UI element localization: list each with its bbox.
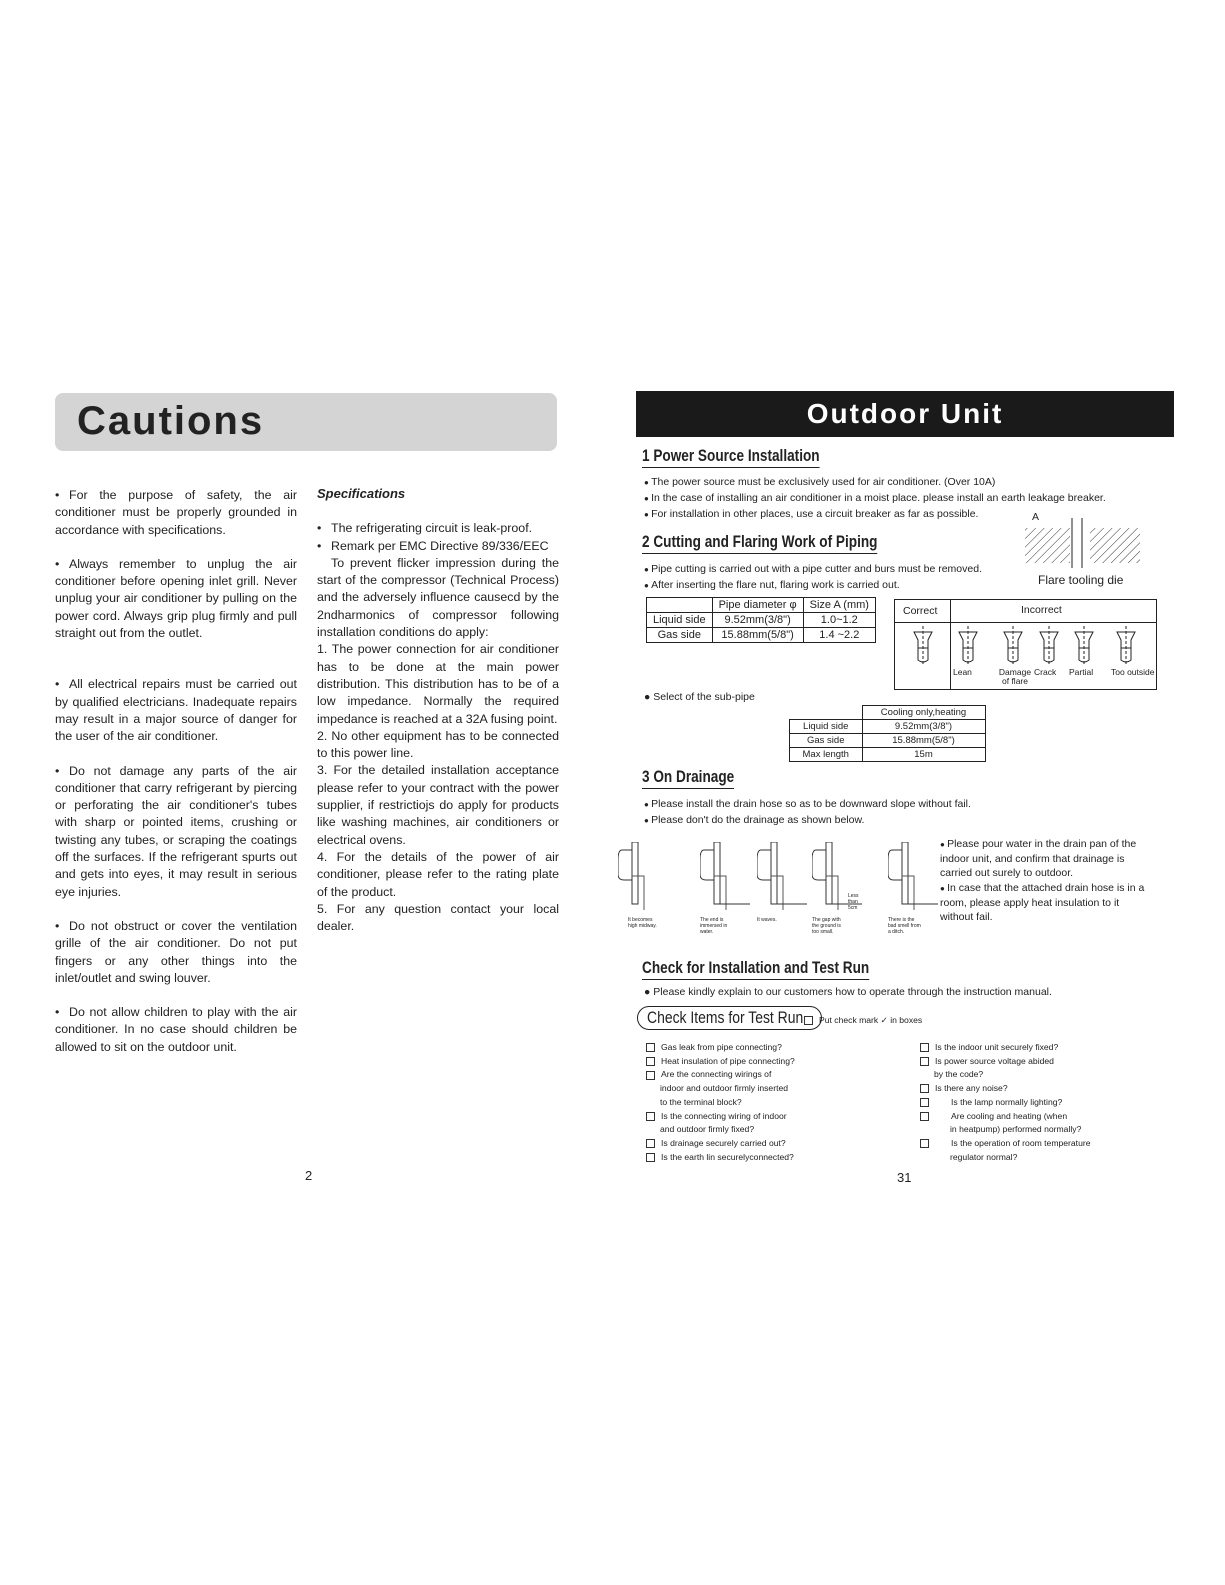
flare-label: Damage of flare bbox=[998, 667, 1032, 686]
check-item-continued bbox=[646, 1096, 886, 1110]
check-text: Is the lamp normally lighting? bbox=[951, 1096, 1063, 1107]
bullet-icon: ● bbox=[644, 478, 652, 487]
list-item bbox=[644, 475, 1164, 490]
check-item-continued bbox=[920, 1068, 1160, 1082]
table-cell: Liquid side bbox=[647, 613, 713, 628]
checkbox[interactable] bbox=[920, 1112, 929, 1121]
caution-text: Do not allow children to play with the air conditioner. In no case should children be allowed to sit on the outdoor unit. bbox=[55, 1005, 297, 1054]
check-item bbox=[920, 1041, 1160, 1055]
table-cell: Liquid side bbox=[790, 720, 863, 734]
drain-hose-icon bbox=[700, 842, 760, 912]
spec-paragraph: 1. The power connection for air conditioner has to be done at the main power distribution. This distribution has to be of a low impedance. Normally the required impedance is reached at a 32A fusing point. bbox=[317, 642, 559, 726]
list-item bbox=[644, 813, 1144, 828]
check-text: to the terminal block? bbox=[660, 1096, 742, 1107]
drain-caption: It waves. bbox=[757, 917, 777, 923]
bullet-icon: • bbox=[55, 1005, 60, 1020]
checkbox[interactable] bbox=[920, 1084, 929, 1093]
flare-die-icon bbox=[1020, 518, 1145, 568]
drain-caption: There is the bad smell from a ditch. bbox=[888, 917, 921, 935]
table-cell: 15.88mm(5/8") bbox=[712, 628, 803, 643]
check-item bbox=[920, 1055, 1160, 1069]
flare-label: Crack bbox=[1034, 667, 1057, 677]
bullet-icon: • bbox=[55, 677, 60, 692]
list-item bbox=[644, 562, 1024, 577]
drain-caption: The gap with the ground is too small. bbox=[812, 917, 841, 935]
table-cell: 1.0~1.2 bbox=[803, 613, 875, 628]
table-cell: 9.52mm(3/8") bbox=[712, 613, 803, 628]
subpipe-table bbox=[789, 705, 986, 762]
drainage-list bbox=[644, 797, 1144, 829]
check-item bbox=[920, 1082, 1160, 1096]
check-text: Is the operation of room temperature bbox=[951, 1137, 1091, 1148]
flare-incorrect-icon bbox=[1002, 626, 1024, 671]
check-text: Is the connecting wiring of indoor bbox=[661, 1110, 787, 1121]
header-cell: Pipe diameter φ bbox=[712, 598, 803, 613]
check-item-continued bbox=[646, 1082, 886, 1096]
bullet-icon: • bbox=[55, 763, 60, 778]
header-cell: Size A (mm) bbox=[803, 598, 875, 613]
label-a: A bbox=[1032, 511, 1040, 523]
check-text: Is the earth lin securelyconnected? bbox=[661, 1151, 794, 1162]
specs-title: Specifications bbox=[317, 486, 406, 501]
correct-label: Correct bbox=[903, 605, 938, 617]
check-text: Are cooling and heating (when bbox=[951, 1110, 1068, 1121]
flare-correct-icon bbox=[912, 626, 934, 671]
check-items-title: Check Items for Test Run bbox=[647, 1008, 804, 1027]
spec-bullet-text: The refrigerating circuit is leak-proof. bbox=[331, 521, 533, 536]
bullet-icon: ● bbox=[644, 510, 652, 519]
flaring-list bbox=[644, 562, 1024, 594]
check-items-badge bbox=[637, 1006, 822, 1030]
table-cell: 15.88mm(5/8") bbox=[862, 734, 985, 748]
caution-item bbox=[55, 763, 297, 901]
list-text: The power source must be exclusively used for air conditioner. (Over 10A) bbox=[651, 476, 996, 488]
flare-check-table bbox=[894, 599, 1157, 690]
checkbox[interactable] bbox=[920, 1057, 929, 1066]
bullet-icon: • bbox=[317, 521, 322, 536]
drain-hose-icon bbox=[757, 842, 817, 912]
outdoor-banner: Outdoor Unit bbox=[636, 391, 1174, 437]
flare-label: Partial bbox=[1069, 667, 1094, 677]
list-text: After inserting the flare nut, flaring work is carried out. bbox=[651, 579, 900, 591]
list-item bbox=[940, 837, 1150, 880]
check-text: Gas leak from pipe connecting? bbox=[661, 1042, 782, 1052]
checkbox[interactable] bbox=[646, 1057, 655, 1066]
table-cell: 9.52mm(3/8") bbox=[862, 720, 985, 734]
check-item-continued bbox=[646, 1123, 886, 1137]
page-number-right: 31 bbox=[897, 1170, 912, 1185]
check-item-continued bbox=[920, 1123, 1160, 1137]
table-header-row bbox=[647, 598, 876, 613]
checkbox[interactable] bbox=[920, 1098, 929, 1107]
flare-incorrect-icon bbox=[957, 626, 979, 671]
caution-item bbox=[55, 918, 297, 987]
check-item bbox=[646, 1110, 886, 1124]
subpipe-text: Select of the sub-pipe bbox=[653, 691, 755, 703]
caution-text: All electrical repairs must be carried out by qualified electricians. Inadequate repairs may result in a major source of danger for the user of the air conditioner. bbox=[55, 677, 297, 744]
checks-left bbox=[646, 1041, 886, 1164]
list-text: Please install the drain hose so as to be downward slope without fail. bbox=[651, 798, 971, 810]
check-text: Heat insulation of pipe connecting? bbox=[661, 1055, 795, 1066]
list-text: Please pour water in the drain pan of the indoor unit, and confirm that drainage is carried out surely to outdoor. bbox=[940, 838, 1137, 879]
list-item bbox=[644, 578, 1024, 593]
drain-hose-icon bbox=[888, 842, 948, 912]
check-item bbox=[646, 1041, 886, 1055]
flare-label: Lean bbox=[953, 667, 972, 677]
header-cell bbox=[647, 598, 713, 613]
check-text: Are the connecting wirings of bbox=[661, 1069, 772, 1080]
list-text: In case that the attached drain hose is in a room, please apply heat insulation to it without fail. bbox=[940, 882, 1145, 923]
check-text: in heatpump) performed normally? bbox=[950, 1124, 1082, 1135]
checkbox[interactable] bbox=[804, 1016, 813, 1025]
check-intro-text: Please kindly explain to our customers how to operate through the instruction manual. bbox=[653, 986, 1052, 998]
checkbox[interactable] bbox=[646, 1071, 655, 1080]
check-text: regulator normal? bbox=[950, 1151, 1018, 1162]
check-item bbox=[646, 1068, 886, 1082]
table-row bbox=[647, 613, 876, 628]
checkbox[interactable] bbox=[646, 1112, 655, 1121]
check-text: and outdoor firmly fixed? bbox=[660, 1124, 755, 1135]
check-text: by the code? bbox=[934, 1069, 984, 1080]
flare-incorrect-icon bbox=[1038, 626, 1060, 671]
spec-paragraph: 2. No other equipment has to be connected to this power line. bbox=[317, 728, 559, 761]
spec-paragraph: 5. For any question contact your local dealer. bbox=[317, 901, 559, 934]
check-text: Is the indoor unit securely fixed? bbox=[935, 1042, 1059, 1052]
bullet-icon: ● bbox=[644, 816, 652, 825]
checkbox[interactable] bbox=[920, 1139, 929, 1148]
check-item-continued bbox=[920, 1151, 1160, 1165]
check-intro: ● Please kindly explain to our customers how to operate through the instruction manual. bbox=[644, 986, 1052, 998]
table-cell: 15m bbox=[862, 748, 985, 762]
less-than-label: Less than 5cm bbox=[848, 893, 859, 911]
drain-hose-icon bbox=[618, 842, 678, 912]
table-header-row bbox=[790, 706, 986, 720]
check-text: Is power source voltage abided bbox=[935, 1055, 1054, 1066]
flare-incorrect-icon bbox=[1073, 626, 1095, 671]
drain-wrong-diagram bbox=[700, 842, 760, 917]
list-text: For installation in other places, use a circuit breaker as far as possible. bbox=[651, 508, 979, 520]
check-item bbox=[920, 1110, 1160, 1124]
check-item bbox=[920, 1096, 1160, 1110]
bullet-icon: ● bbox=[644, 581, 652, 590]
list-text: In the case of installing an air conditioner in a moist place. please install an earth leakage breaker. bbox=[651, 492, 1106, 504]
checks-right bbox=[920, 1041, 1160, 1164]
cautions-list bbox=[55, 487, 297, 1073]
table-cell: 1.4 ~2.2 bbox=[803, 628, 875, 643]
spec-bullet bbox=[317, 520, 559, 537]
caution-text: Do not obstruct or cover the ventilation grille of the air conditioner. Do not put fingers or any other things into the inlet/outlet and swing louver. bbox=[55, 918, 297, 985]
check-item bbox=[646, 1055, 886, 1069]
bullet-icon: ● bbox=[940, 884, 948, 893]
table-row bbox=[790, 748, 986, 762]
section-power: 1 Power Source Installation bbox=[642, 446, 820, 468]
flare-caption: Flare tooling die bbox=[1038, 573, 1124, 587]
section-check: Check for Installation and Test Run bbox=[642, 958, 869, 980]
checkbox[interactable] bbox=[646, 1139, 655, 1148]
checkbox[interactable] bbox=[920, 1043, 929, 1052]
list-item bbox=[644, 797, 1144, 812]
drain-wrong-diagram bbox=[888, 842, 948, 917]
checkbox[interactable] bbox=[646, 1043, 655, 1052]
check-item bbox=[920, 1137, 1160, 1151]
flare-label: Too outside bbox=[1111, 667, 1155, 677]
check-hint bbox=[804, 1014, 922, 1028]
check-text: indoor and outdoor firmly inserted bbox=[660, 1083, 789, 1094]
list-text: Please don't do the drainage as shown below. bbox=[651, 814, 865, 826]
bullet-icon: • bbox=[55, 556, 60, 571]
caution-item bbox=[55, 1004, 297, 1056]
check-hint-text: Put check mark ✓ in boxes bbox=[819, 1015, 923, 1025]
bullet-icon: • bbox=[317, 538, 322, 553]
flare-incorrect-icon bbox=[1115, 626, 1137, 671]
bullet-icon: ● bbox=[644, 565, 652, 574]
bullet-icon: ● bbox=[644, 494, 652, 503]
page-number: 2 bbox=[305, 1168, 313, 1183]
table-cell: Gas side bbox=[647, 628, 713, 643]
table-row bbox=[790, 720, 986, 734]
specifications bbox=[317, 485, 559, 935]
bullet-icon: ● bbox=[644, 800, 652, 809]
check-item bbox=[646, 1137, 886, 1151]
spec-paragraph: 4. For the details of the power of air conditioner, please refer to the rating plate of the product. bbox=[317, 849, 559, 899]
bullet-icon: • bbox=[55, 488, 60, 502]
table-cell: Max length bbox=[790, 748, 863, 762]
bullet-icon: ● bbox=[940, 840, 948, 849]
drain-wrong-diagram bbox=[618, 842, 678, 917]
table-row bbox=[647, 628, 876, 643]
pipe-size-table bbox=[646, 597, 876, 643]
bullet-icon: • bbox=[55, 918, 60, 933]
spec-bullet bbox=[317, 538, 559, 555]
subpipe-label: ● Select of the sub-pipe bbox=[644, 691, 755, 703]
spec-paragraph: 3. For the detailed installation acceptance please refer to your contract with the power supplier, if restrictiojs do apply for products like washing machines, air conditioners or electrical ovens. bbox=[317, 763, 559, 847]
drainage-notes bbox=[940, 837, 1150, 925]
section-flaring: 2 Cutting and Flaring Work of Piping bbox=[642, 532, 877, 554]
caution-text: Always remember to unplug the air conditioner before opening inlet grill. Never unplug your air conditioner by pulling on the power cord. Always grip plug firmly and pull straight out from the outlet. bbox=[55, 556, 297, 641]
drain-caption: The end is immersed in water. bbox=[700, 917, 728, 935]
spec-paragraph: To prevent flicker impression during the start of the compressor (Technical Process) and the adversely influence causecd by the 2ndharmonics of compressor following installation conditions do apply: bbox=[317, 555, 559, 640]
list-item bbox=[940, 881, 1150, 924]
checkbox[interactable] bbox=[646, 1153, 655, 1162]
incorrect-label: Incorrect bbox=[1021, 604, 1062, 616]
spec-bullet-text: Remark per EMC Directive 89/336/EEC bbox=[331, 538, 549, 553]
caution-item bbox=[55, 556, 297, 642]
cautions-banner bbox=[55, 393, 557, 451]
caution-text: For the purpose of safety, the air conditioner must be properly grounded in accordance with specifications. bbox=[55, 488, 297, 537]
caution-text: Do not damage any parts of the air conditioner that carry refrigerant by piercing or perforating the air conditioner's tubes with sharp or pointed items, crushing or twisting any tubes, or scraping the coatings off the surfaces. If the refrigerant spurts out and gets into eyes, it may result in serious eye injuries. bbox=[55, 763, 297, 899]
header-cell: Cooling only,heating bbox=[862, 706, 985, 720]
list-text: Pipe cutting is carried out with a pipe cutter and burs must be removed. bbox=[651, 563, 982, 575]
table-cell: Gas side bbox=[790, 734, 863, 748]
table-row bbox=[790, 734, 986, 748]
section-drainage: 3 On Drainage bbox=[642, 767, 734, 789]
flare-die-diagram bbox=[1020, 508, 1145, 568]
check-text: Is drainage securely carried out? bbox=[661, 1137, 786, 1148]
page-title: Cautions bbox=[77, 399, 265, 443]
drain-caption: It becomes high midway. bbox=[628, 917, 657, 929]
caution-item bbox=[55, 487, 297, 539]
drain-wrong-diagram bbox=[757, 842, 817, 917]
list-item bbox=[644, 491, 1164, 506]
check-text: Is there any noise? bbox=[935, 1083, 1008, 1094]
check-item bbox=[646, 1151, 886, 1165]
caution-item bbox=[55, 676, 297, 745]
